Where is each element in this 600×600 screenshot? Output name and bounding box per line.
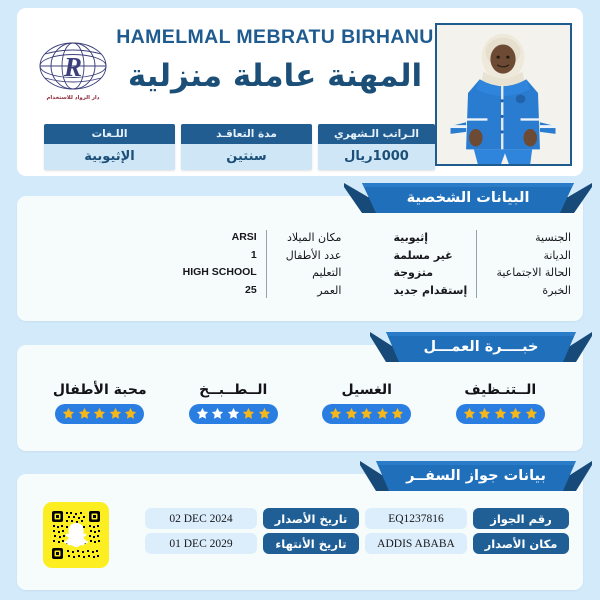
skill-item: [303, 382, 431, 424]
field-label: الجنسية: [535, 231, 571, 244]
header-box-label: مدة التعاقـد: [181, 124, 312, 144]
snapchat-qr-icon[interactable]: [43, 502, 109, 568]
personal-data-table: [173, 229, 571, 299]
skill-label: الــطــبــخ: [199, 382, 268, 398]
star-filled-icon: [329, 407, 342, 420]
skill-item: [436, 382, 564, 424]
field-label: عدد الأطفال: [285, 248, 342, 262]
skill-item: [169, 382, 297, 424]
star-filled-icon: [360, 407, 373, 420]
field-value: 25: [245, 283, 257, 296]
field-value: إستقدام جديد: [393, 283, 468, 297]
applicant-name-en: HAMELMAL MEBRATU BIRHANU: [116, 26, 434, 48]
field-label: الديانة: [543, 248, 571, 262]
field-label: مكان الميلاد: [287, 231, 342, 244]
star-filled-icon: [62, 407, 75, 420]
passport-card: [17, 468, 583, 590]
passport-value: 01 DEC 2029: [145, 533, 257, 554]
skill-label: محبة الأطفال: [52, 382, 147, 398]
personal-values-left: [173, 229, 257, 299]
passport-value: EQ1237816: [365, 508, 467, 529]
skill-rating: [456, 404, 545, 424]
section-banner-label: البيانات الشخصية: [406, 190, 530, 206]
star-filled-icon: [124, 407, 137, 420]
agency-logo-caption: دار الرواد للاستخدام: [46, 94, 100, 101]
star-filled-icon: [109, 407, 122, 420]
skill-label: الــتنـظيف: [464, 382, 537, 398]
header-box-label: اللـغات: [44, 124, 175, 144]
header-box-value: سنتين: [181, 144, 312, 170]
star-filled-icon: [509, 407, 522, 420]
field-label: التعليم: [312, 266, 342, 279]
header-box-monthly-salary: [318, 124, 435, 170]
header-box-languages: [44, 124, 175, 170]
personal-labels-right: [486, 229, 571, 299]
section-banner-passport: [360, 461, 592, 494]
star-filled-icon: [258, 407, 271, 420]
table-row: [145, 533, 569, 554]
header-box-label: الـراتب الـشهري: [318, 124, 435, 144]
svg-text:R: R: [63, 51, 83, 82]
skill-rating: [189, 404, 278, 424]
passport-table: [145, 508, 569, 554]
work-experience-card: [17, 339, 583, 451]
passport-key: مكان الأصدار: [473, 533, 569, 554]
skill-item: [36, 382, 164, 424]
job-title-ar: المهنة عاملة منزلية: [127, 58, 423, 94]
star-filled-icon: [345, 407, 358, 420]
star-filled-icon: [478, 407, 491, 420]
passport-value: ADDIS ABABA: [365, 533, 467, 554]
star-empty-icon: [227, 407, 240, 420]
personal-labels-left: [276, 229, 342, 299]
star-filled-icon: [93, 407, 106, 420]
field-value: متزوجة: [393, 266, 434, 279]
personal-data-card: [17, 190, 583, 321]
applicant-photo: [435, 23, 572, 166]
field-value: HIGH SCHOOL: [182, 266, 257, 278]
field-value: إثيوبية: [393, 231, 429, 244]
star-empty-icon: [211, 407, 224, 420]
skills-list: [17, 382, 583, 424]
table-row: [145, 508, 569, 529]
section-banner-personal: [344, 183, 592, 216]
field-value: 1: [250, 248, 257, 261]
star-filled-icon: [463, 407, 476, 420]
field-value: ARSI: [231, 231, 257, 243]
personal-data-group-left: [173, 229, 342, 299]
star-filled-icon: [391, 407, 404, 420]
star-filled-icon: [78, 407, 91, 420]
star-filled-icon: [242, 407, 255, 420]
header-box-value: 1000ريال: [318, 144, 435, 170]
skill-rating: [322, 404, 411, 424]
field-label: العمر: [317, 283, 342, 297]
column-divider: [266, 230, 267, 298]
star-filled-icon: [525, 407, 538, 420]
section-banner-label: خبــــرة العمـــل: [423, 339, 539, 355]
passport-value: 02 DEC 2024: [145, 508, 257, 529]
field-value: غير مسلمة: [393, 248, 453, 262]
skill-rating: [55, 404, 144, 424]
header-box-contract-duration: [181, 124, 312, 170]
field-label: الخبرة: [542, 283, 571, 297]
star-empty-icon: [196, 407, 209, 420]
passport-key: رقم الجواز: [473, 508, 569, 529]
header-card: [17, 8, 583, 176]
personal-data-group-right: [393, 229, 571, 299]
skill-label: الغسيل: [341, 382, 392, 398]
star-filled-icon: [376, 407, 389, 420]
passport-key: تاريخ الأصدار: [263, 508, 359, 529]
section-banner-experience: [370, 332, 592, 365]
section-banner-label: بيانات جواز السفــر: [406, 468, 546, 484]
field-label: الحالة الاجتماعية: [496, 266, 571, 279]
personal-values-right: [393, 229, 467, 299]
column-divider: [476, 230, 477, 298]
star-filled-icon: [494, 407, 507, 420]
passport-key: تاريخ الأنتهاء: [263, 533, 359, 554]
group-gap: [341, 229, 393, 299]
header-box-value: الإثيوبية: [44, 144, 175, 170]
